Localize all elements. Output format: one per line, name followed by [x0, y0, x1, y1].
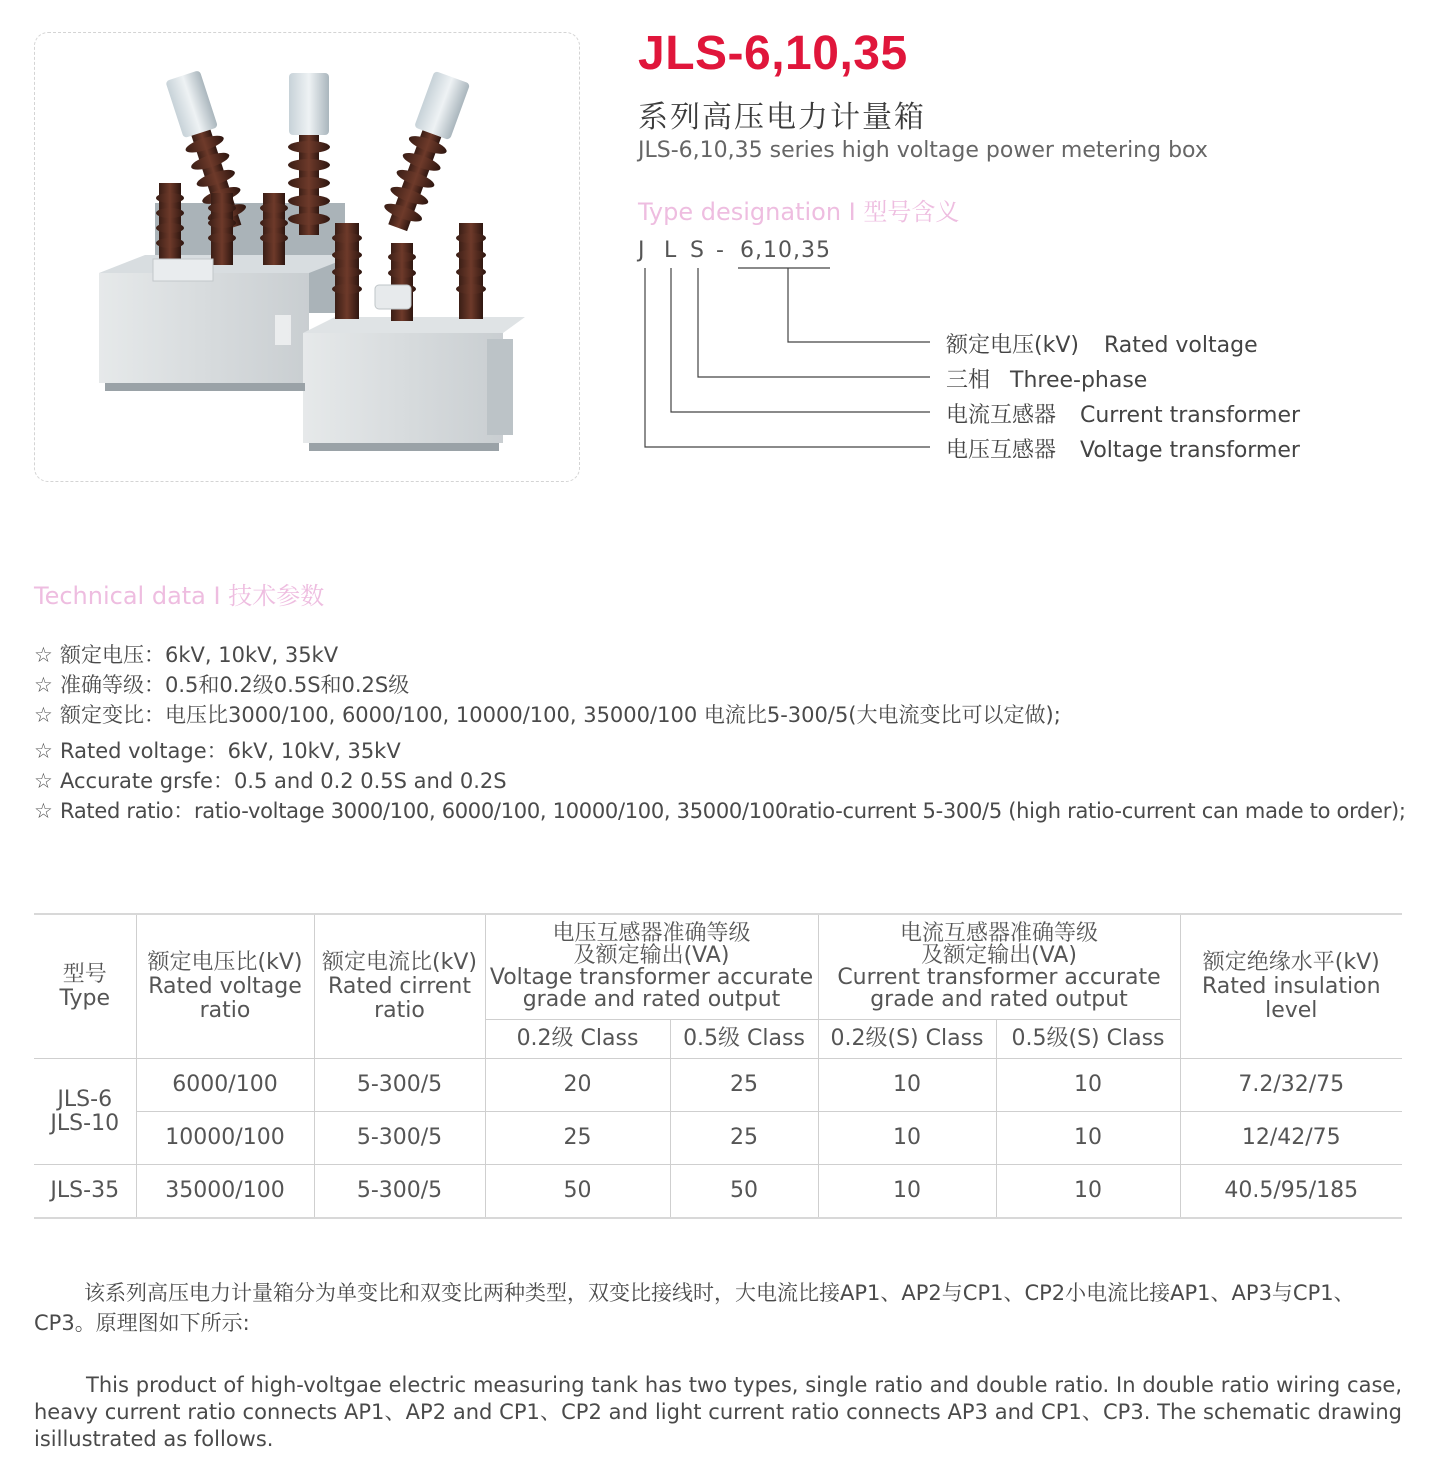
cell-ct-05s: 10 [996, 1112, 1180, 1165]
rating-table [34, 913, 1402, 1219]
code-letter-j: J [638, 238, 645, 263]
table-row [34, 1112, 1402, 1165]
model-title: JLS-6,10,35 [638, 27, 908, 80]
cell-vt-05: 25 [670, 1059, 818, 1112]
star-icon: ☆ [34, 643, 53, 667]
type-designation-heading: Type designation I 型号含义 [638, 198, 960, 226]
cell-ct-05s: 10 [996, 1059, 1180, 1112]
cell-ct-02s: 10 [818, 1112, 996, 1165]
meaning-rated-voltage: 额定电压(kV) Rated voltage [946, 333, 1258, 358]
header-vt-accuracy: 电压互感器准确等级 及额定输出(VA) Voltage transformer accurate grade and rated output [485, 914, 818, 1020]
cell-insulation: 12/42/75 [1180, 1112, 1402, 1165]
spec-item: ☆ 准确等级：0.5和0.2级0.5S和0.2S级 [34, 670, 1406, 700]
code-voltage: 6,10,35 [740, 238, 831, 263]
cell-insulation: 40.5/95/185 [1180, 1165, 1402, 1219]
product-title-cn: 系列高压电力计量箱 [638, 100, 926, 135]
spec-item: ☆ Accurate grsfe：0.5 and 0.2 0.5S and 0.2S [34, 766, 1406, 796]
code-dash: - [716, 238, 724, 263]
star-icon: ☆ [34, 673, 53, 697]
cell-ct-02s: 10 [818, 1165, 996, 1219]
subheader-vt-class-02: 0.2级 Class [485, 1020, 670, 1059]
product-photo [34, 32, 580, 482]
cell-vt-05: 25 [670, 1112, 818, 1165]
header-current-ratio: 额定电流比(kV) Rated cirrent ratio [314, 914, 485, 1059]
cell-vt-02: 50 [485, 1165, 670, 1219]
subheader-ct-class-05s: 0.5级(S) Class [996, 1020, 1180, 1059]
meaning-three-phase: 三相 Three-phase [946, 368, 1148, 393]
star-icon: ☆ [34, 769, 53, 793]
table-row [34, 1059, 1402, 1112]
header-insulation-level: 额定绝缘水平(kV) Rated insulation level [1180, 914, 1402, 1059]
technical-spec-list [34, 640, 1406, 826]
cell-current-ratio: 5-300/5 [314, 1059, 485, 1112]
metering-box-illustration [35, 33, 579, 481]
cell-current-ratio: 5-300/5 [314, 1165, 485, 1219]
meaning-voltage-transformer: 电压互感器 Voltage transformer [946, 438, 1300, 463]
cell-insulation: 7.2/32/75 [1180, 1059, 1402, 1112]
table-row [34, 1165, 1402, 1219]
spec-item: ☆ Rated ratio：ratio-voltage 3000/100, 6000/100, 10000/100, 35000/100ratio-current 5-300/5 (high ratio-current can made to order); [34, 796, 1406, 826]
cell-type-jls-35: JLS-35 [34, 1165, 136, 1219]
spec-item: ☆ 额定变比：电压比3000/100, 6000/100, 10000/100, 35000/100 电流比5-300/5(大电流变比可以定做); [34, 700, 1406, 730]
spec-item: ☆ Rated voltage：6kV, 10kV, 35kV [34, 736, 1406, 766]
header-type: 型号 Type [34, 914, 136, 1059]
subheader-vt-class-05: 0.5级 Class [670, 1020, 818, 1059]
cell-ct-02s: 10 [818, 1059, 996, 1112]
star-icon: ☆ [34, 799, 53, 823]
type-designation-diagram [630, 236, 1390, 476]
description-cn: 该系列高压电力计量箱分为单变比和双变比两种类型，双变比接线时，大电流比接AP1、AP2与CP1、CP2小电流比接AP1、AP3与CP1、CP3。原理图如下所示: [34, 1281, 1355, 1335]
star-icon: ☆ [34, 703, 53, 727]
cell-ct-05s: 10 [996, 1165, 1180, 1219]
cell-voltage-ratio: 10000/100 [136, 1112, 314, 1165]
star-icon: ☆ [34, 739, 53, 763]
meaning-current-transformer: 电流互感器 Current transformer [946, 403, 1301, 428]
description-en: This product of high-voltgae electric measuring tank has two types, single ratio and double ratio. In double ratio wiring case, heavy current ratio connects AP1、AP2 and CP1、CP2 and light current ratio connects AP3 and CP1、CP3. The schematic drawing isillustrated as follows. [34, 1373, 1402, 1451]
cell-vt-05: 50 [670, 1165, 818, 1219]
cell-voltage-ratio: 35000/100 [136, 1165, 314, 1219]
cell-type-jls-6-10: JLS-6 JLS-10 [34, 1059, 136, 1165]
spec-item: ☆ 额定电压：6kV, 10kV, 35kV [34, 640, 1406, 670]
cell-voltage-ratio: 6000/100 [136, 1059, 314, 1112]
technical-data-heading: Technical data I 技术参数 [34, 582, 325, 610]
product-title-en: JLS-6,10,35 series high voltage power metering box [638, 138, 1208, 163]
header-voltage-ratio: 额定电压比(kV) Rated voltage ratio [136, 914, 314, 1059]
cell-vt-02: 25 [485, 1112, 670, 1165]
code-letter-l: L [664, 238, 677, 263]
table-header-row [34, 914, 1402, 1020]
code-letter-s: S [690, 238, 704, 263]
cell-vt-02: 20 [485, 1059, 670, 1112]
header-ct-accuracy: 电流互感器准确等级 及额定输出(VA) Current transformer accurate grade and rated output [818, 914, 1180, 1020]
cell-current-ratio: 5-300/5 [314, 1112, 485, 1165]
subheader-ct-class-02s: 0.2级(S) Class [818, 1020, 996, 1059]
